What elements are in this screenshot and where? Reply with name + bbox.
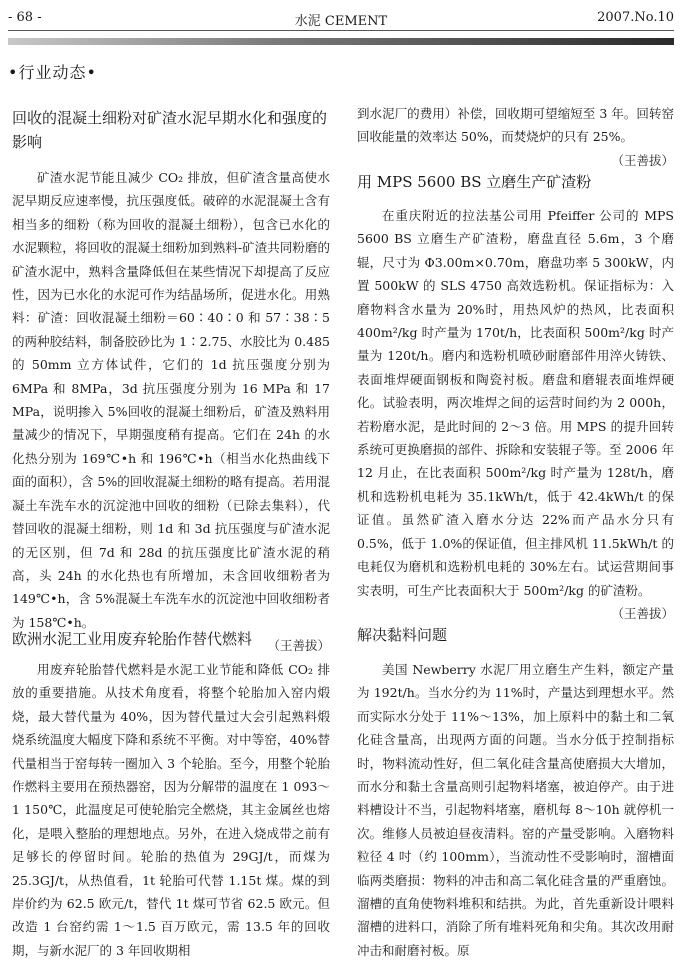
article-body-waste-tires-continued bbox=[357, 102, 674, 172]
article-body-waste-tires bbox=[12, 658, 330, 962]
article-author: （王善拔） bbox=[611, 152, 674, 168]
issue-number: 2007.No.10 bbox=[597, 10, 674, 25]
page-number: - 68 - bbox=[8, 10, 42, 25]
article-title-waste-tires: 欧洲水泥工业用废弃轮胎作替代燃料 bbox=[12, 630, 253, 648]
article-paragraph: 用废弃轮胎替代燃料是水泥工业节能和降低 CO₂ 排放的重要措施。从技术角度看，将整个轮胎加入窑内煅烧，最大替代量为 40%，因为替代量过大会引起熟料煅烧系统温度大幅度下降和系统不平衡。对中等窑，40%替代量相当于窑每转一圈加入 3 个轮胎。至今，用整个轮胎作燃料主要用在预热器窑，因为分解带的温度在 1 093～1 150℃，此温度足可使轮胎完全燃烧，其主金属丝也熔化，是喂入整胎的理想地点。另外，在进入烧成带之前有足够长的停留时间。轮胎的热值为 29GJ/t，而煤为 25.3GJ/t，从热值看，1t 轮胎可代替 1.15t 煤。煤的到岸价约为 62.5 欧元/t，替代 1t 煤可节省 62.5 欧元。但改造 1 台窑约需 1～1.5 百万欧元，需 13.5 年的回收期，与新水泥厂的 3 年回收期相 bbox=[12, 662, 330, 958]
article-paragraph: 到水泥厂的费用）补偿，回收期可望缩短至 3 年。回转窑回收能量的效率达 50%，而焚烧炉的只有 25%。 bbox=[357, 106, 674, 145]
article-author: （王善拔） bbox=[267, 638, 330, 654]
article-paragraph: 在重庆附近的拉法基公司用 Pfeiffer 公司的 MPS 5600 BS 立磨生产矿渣粉，磨盘直径 5.6m，3 个磨辊，尺寸为 Φ3.00m×0.70m，磨盘功率 5 300kW，内置 500kW 的 SLS 4750 高效选粉机。保证指标为：入磨物料含水量为 20%时，用热风炉的热风，比表面积 400m²/kg 时产量为 170t/h，比表面积 500m²/kg 时产量为 120t/h。磨内和选粉机喷砂耐磨部件用淬火铸铁、表面堆焊硬面钢板和陶瓷衬板。磨盘和磨辊表面堆焊硬化。试验表明，两次堆焊之间的运营时间约为 2 000h，若粉磨水泥，是此时间的 2～3 倍。用 MPS 的提升回转系统可更换磨损的部件、拆除和安装辊子等。至 2006 年 12 月止，在比表面积 500m²/kg 时产量为 128t/h，磨机和选粉机电耗为 35.1kWh/t，低于 42.4kWh/t 的保证值。虽然矿渣入磨水分达 22%而产品水分只有 0.5%，低于 1.0%的保证值，但主排风机 11.5kWh/t 的电耗仅为磨机和选粉机电耗的 30%左右。试运营期间事实表明，可生产比表面积大于 500m²/kg 的矿渣粉。 bbox=[357, 208, 674, 598]
article-author: （王善拔） bbox=[611, 605, 674, 621]
article-paragraph: 矿渣水泥节能且减少 CO₂ 排放，但矿渣含量高使水泥早期反应速率慢，抗压强度低。破碎的水泥混凝土含有相当多的细粉（称为回收的混凝土细粉），包含已水化的水泥颗粒，将回收的混凝土细粉加到熟料-矿渣共同粉磨的矿渣水泥中，熟料含量降低但在某些情况下却提高了反应性，因为已水化的水泥可作为结晶场所，促进水化。用熟料：矿渣：回收混凝土细粉＝60∶40∶0 和 57∶38∶5 的两种胶结料，制备胶砂比为 1∶2.75、水胶比为 0.485 的 50mm 立方体试件，它们的 1d 抗压强度分别为 6MPa 和 8MPa，3d 抗压强度分别为 16 MPa 和 17 MPa，说明掺入 5%回收的混凝土细粉后，矿渣及熟料用量减少的情况下，早期强度稍有提高。它们在 24h 的水化热分别为 169℃•h 和 196℃•h（相当水化热曲线下面的面积），含 5%的回收混凝土细粉的略有提高。若用混凝土车洗车水的沉淀池中回收的细粉（已除去集料），代替回收的混凝土细粉，则 1d 和 3d 抗压强度与矿渣水泥的无区别，但 7d 和 28d 的抗压强度比矿渣水泥的稍高，头 24h 的水化热也有所增加，未含回收细粉者为149℃•h，含 5%混凝土车洗车水的沉淀池中回收细粉者为 158℃•h。 bbox=[12, 170, 330, 630]
article-title-mps-vertical-mill: 用 MPS 5600 BS 立磨生产矿渣粉 bbox=[357, 173, 592, 191]
article-body-sticky-material bbox=[357, 658, 674, 962]
article-body-recycled-concrete-fines bbox=[12, 166, 330, 658]
article-body-mps-vertical-mill bbox=[357, 204, 674, 625]
article-title-sticky-material: 解决黏料问题 bbox=[357, 626, 448, 644]
article-title-recycled-concrete-fines: 回收的混凝土细粉对矿渣水泥早期水化和强度的影响 bbox=[12, 109, 328, 151]
article-paragraph: 美国 Newberry 水泥厂用立磨生产生料，额定产量为 192t/h。当水分约为 11%时，产量达到理想水平。然而实际水分处于 11%～13%，加上原料中的黏土和二氧化硅含量高，出现两方面的问题。当水分低于控制指标时，物料流动性好，但二氧化硅含量高使磨损大大增加，而水分和黏土含量高则引起物料堵塞，被迫停产。由于进料槽设计不当，引起物料堵塞，磨机每 8～10h 就停机一次。维修人员被迫昼夜清料。窑的产量受影响。入磨物料粒径 4 吋（约 100mm），当流动性不受影响时，溜槽面临两类磨损：物料的冲击和高二氧化硅含量的严重磨蚀。溜槽的直角使物料堆积和结拱。为此，首先重新设计喂料溜槽的进料口，消除了所有堆料死角和尖角。其次改用耐冲击和耐磨衬板。原 bbox=[357, 662, 674, 958]
right-column bbox=[357, 0, 674, 958]
section-title: •行业动态• bbox=[8, 63, 97, 82]
left-column bbox=[12, 0, 330, 958]
journal-title: 水泥 CEMENT bbox=[294, 14, 388, 29]
